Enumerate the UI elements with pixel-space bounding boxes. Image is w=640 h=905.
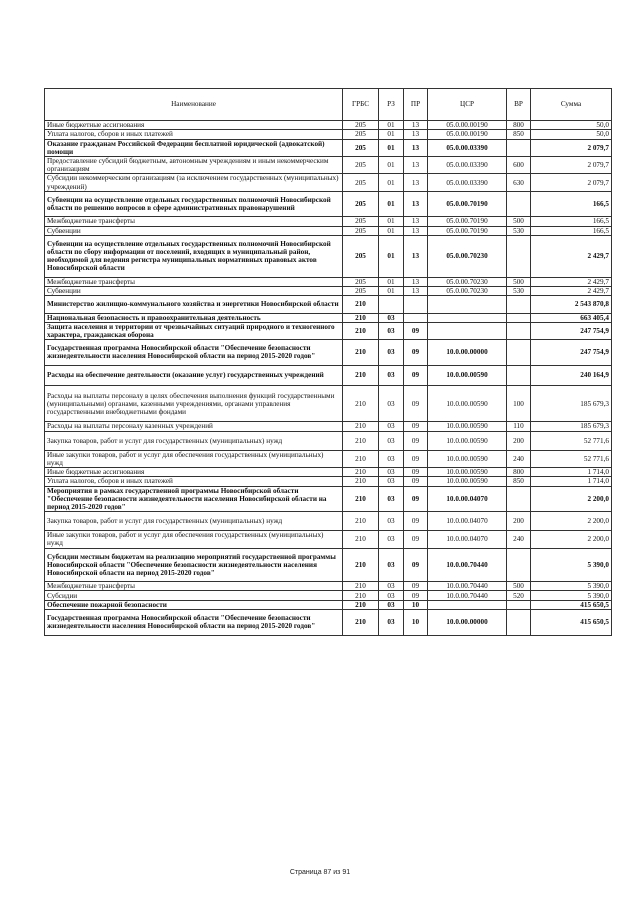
cell-sum: 240 164,9 [531, 365, 612, 386]
cell-grbs: 210 [343, 431, 379, 450]
cell-csr: 05.0.00.70230 [428, 286, 507, 295]
cell-rz: 03 [379, 322, 404, 339]
cell-sum: 52 771,6 [531, 450, 612, 467]
cell-rz: 01 [379, 121, 404, 130]
cell-name: Субвенции на осуществление отдельных государственных полномочий Новосибирской области по сбору информации от поселений, входящих в муниципальный район, необходимой для ведения регистра муниципальных нормативных правовых актов Новосибирской области [45, 235, 343, 277]
cell-name: Иные закупки товаров, работ и услуг для обеспечения государственных (муниципальных) нужд [45, 531, 343, 548]
cell-grbs: 210 [343, 422, 379, 431]
cell-pr: 13 [404, 217, 428, 226]
cell-csr: 05.0.00.70190 [428, 226, 507, 235]
cell-grbs: 205 [343, 130, 379, 139]
cell-sum: 2 429,7 [531, 277, 612, 286]
cell-pr: 09 [404, 486, 428, 512]
cell-sum: 247 754,9 [531, 322, 612, 339]
cell-pr: 10 [404, 610, 428, 636]
cell-vr [507, 548, 531, 582]
cell-name: Уплата налогов, сборов и иных платежей [45, 130, 343, 139]
table-row [45, 313, 612, 322]
cell-rz: 01 [379, 139, 404, 156]
cell-pr [404, 313, 428, 322]
cell-csr: 05.0.00.03390 [428, 174, 507, 191]
cell-sum: 5 390,0 [531, 548, 612, 582]
cell-name: Мероприятия в рамках государственной программы Новосибирской области "Обеспечение безопасности жизнедеятельности населения Новосибирской области на период 2015-2020 годов" [45, 486, 343, 512]
table-row [45, 235, 612, 277]
cell-name: Уплата налогов, сборов и иных платежей [45, 477, 343, 486]
table-row [45, 531, 612, 548]
cell-vr [507, 313, 531, 322]
cell-pr: 09 [404, 531, 428, 548]
cell-rz: 03 [379, 582, 404, 591]
cell-csr: 05.0.00.70190 [428, 217, 507, 226]
cell-rz: 03 [379, 431, 404, 450]
cell-vr: 500 [507, 582, 531, 591]
cell-vr [507, 322, 531, 339]
cell-sum: 5 390,0 [531, 591, 612, 600]
cell-grbs: 210 [343, 486, 379, 512]
cell-pr: 09 [404, 386, 428, 422]
cell-csr: 10.0.00.04070 [428, 512, 507, 531]
cell-sum: 2 429,7 [531, 235, 612, 277]
cell-sum: 50,0 [531, 121, 612, 130]
cell-sum: 2 429,7 [531, 286, 612, 295]
cell-grbs: 210 [343, 600, 379, 609]
cell-vr: 240 [507, 531, 531, 548]
cell-pr: 13 [404, 156, 428, 173]
cell-sum: 247 754,9 [531, 340, 612, 366]
page-number: Страница 87 из 91 [289, 869, 351, 876]
cell-name: Субвенции на осуществление отдельных государственных полномочий Новосибирской области по решению вопросов в сфере административных правонарушений [45, 191, 343, 217]
cell-pr: 09 [404, 591, 428, 600]
cell-grbs: 205 [343, 156, 379, 173]
table-row [45, 156, 612, 173]
cell-name: Иные бюджетные ассигнования [45, 121, 343, 130]
header-pr: ПР [404, 89, 428, 121]
cell-pr: 09 [404, 512, 428, 531]
cell-rz: 03 [379, 548, 404, 582]
cell-pr: 13 [404, 286, 428, 295]
cell-vr: 200 [507, 431, 531, 450]
cell-grbs: 210 [343, 477, 379, 486]
cell-rz: 03 [379, 468, 404, 477]
cell-pr: 09 [404, 365, 428, 386]
cell-csr: 05.0.00.70230 [428, 235, 507, 277]
cell-csr [428, 600, 507, 609]
header-grbs: ГРБС [343, 89, 379, 121]
cell-name: Иные закупки товаров, работ и услуг для обеспечения государственных (муниципальных) нужд [45, 450, 343, 467]
table-row [45, 340, 612, 366]
cell-sum: 5 390,0 [531, 582, 612, 591]
table-row [45, 450, 612, 467]
table-row [45, 548, 612, 582]
cell-csr: 05.0.00.03390 [428, 139, 507, 156]
table-row [45, 512, 612, 531]
cell-name: Защита населения и территории от чрезвычайных ситуаций природного и техногенного характера, гражданская оборона [45, 322, 343, 339]
cell-pr: 09 [404, 340, 428, 366]
cell-rz: 01 [379, 217, 404, 226]
cell-csr: 10.0.00.00590 [428, 468, 507, 477]
cell-name: Закупка товаров, работ и услуг для государственных (муниципальных) нужд [45, 431, 343, 450]
cell-grbs: 210 [343, 340, 379, 366]
cell-vr [507, 191, 531, 217]
cell-vr: 200 [507, 512, 531, 531]
cell-grbs: 205 [343, 139, 379, 156]
cell-pr: 09 [404, 322, 428, 339]
cell-vr [507, 340, 531, 366]
cell-vr: 630 [507, 174, 531, 191]
cell-name: Расходы на выплаты персоналу казенных учреждений [45, 422, 343, 431]
cell-csr: 10.0.00.00590 [428, 365, 507, 386]
cell-rz: 03 [379, 386, 404, 422]
cell-rz: 03 [379, 600, 404, 609]
cell-vr: 800 [507, 121, 531, 130]
cell-rz: 01 [379, 130, 404, 139]
cell-pr: 13 [404, 235, 428, 277]
cell-rz: 01 [379, 191, 404, 217]
cell-sum: 2 079,7 [531, 139, 612, 156]
cell-sum: 415 650,5 [531, 610, 612, 636]
cell-grbs: 210 [343, 582, 379, 591]
cell-rz: 03 [379, 450, 404, 467]
cell-rz: 01 [379, 277, 404, 286]
cell-vr [507, 139, 531, 156]
cell-csr: 10.0.00.00590 [428, 386, 507, 422]
cell-grbs: 205 [343, 286, 379, 295]
cell-grbs: 205 [343, 217, 379, 226]
cell-name: Обеспечение пожарной безопасности [45, 600, 343, 609]
cell-name: Субвенции [45, 226, 343, 235]
cell-pr: 13 [404, 226, 428, 235]
cell-vr [507, 235, 531, 277]
cell-name: Межбюджетные трансферты [45, 217, 343, 226]
cell-pr: 09 [404, 548, 428, 582]
cell-vr [507, 296, 531, 313]
cell-vr: 100 [507, 386, 531, 422]
cell-sum: 2 079,7 [531, 174, 612, 191]
cell-sum: 185 679,3 [531, 386, 612, 422]
cell-csr: 10.0.00.04070 [428, 486, 507, 512]
table-row [45, 191, 612, 217]
cell-sum: 166,5 [531, 226, 612, 235]
cell-rz: 01 [379, 286, 404, 295]
table-row [45, 610, 612, 636]
cell-csr: 10.0.00.04070 [428, 531, 507, 548]
cell-rz: 01 [379, 235, 404, 277]
cell-name: Национальная безопасность и правоохранительная деятельность [45, 313, 343, 322]
cell-grbs: 210 [343, 531, 379, 548]
cell-grbs: 205 [343, 121, 379, 130]
cell-vr [507, 486, 531, 512]
table-row [45, 477, 612, 486]
cell-name: Субвенции [45, 286, 343, 295]
cell-rz: 01 [379, 226, 404, 235]
cell-vr [507, 365, 531, 386]
cell-vr: 530 [507, 286, 531, 295]
cell-grbs: 210 [343, 450, 379, 467]
cell-sum: 50,0 [531, 130, 612, 139]
cell-csr: 10.0.00.00590 [428, 431, 507, 450]
table-header-row [45, 89, 612, 121]
cell-grbs: 210 [343, 365, 379, 386]
header-csr: ЦСР [428, 89, 507, 121]
cell-name: Субсидии [45, 591, 343, 600]
cell-name: Межбюджетные трансферты [45, 277, 343, 286]
cell-rz [379, 296, 404, 313]
cell-vr: 500 [507, 217, 531, 226]
cell-name: Закупка товаров, работ и услуг для государственных (муниципальных) нужд [45, 512, 343, 531]
cell-vr: 500 [507, 277, 531, 286]
cell-pr: 09 [404, 582, 428, 591]
header-name: Наименование [45, 89, 343, 121]
header-rz: РЗ [379, 89, 404, 121]
cell-sum: 1 714,0 [531, 477, 612, 486]
table-row [45, 139, 612, 156]
cell-name: Иные бюджетные ассигнования [45, 468, 343, 477]
cell-rz: 03 [379, 422, 404, 431]
table-row [45, 422, 612, 431]
cell-vr: 240 [507, 450, 531, 467]
table-row [45, 286, 612, 295]
cell-name: Государственная программа Новосибирской области "Обеспечение безопасности жизнедеятельности населения Новосибирской области на период 2015-2020 годов" [45, 610, 343, 636]
cell-rz: 01 [379, 156, 404, 173]
cell-vr: 600 [507, 156, 531, 173]
cell-sum: 166,5 [531, 217, 612, 226]
table-row [45, 226, 612, 235]
cell-csr: 05.0.00.03390 [428, 156, 507, 173]
cell-name: Субсидии некоммерческим организациям (за исключением государственных (муниципальных) учреждений) [45, 174, 343, 191]
table-row [45, 296, 612, 313]
cell-csr: 10.0.00.70440 [428, 548, 507, 582]
table-row [45, 591, 612, 600]
cell-grbs: 210 [343, 322, 379, 339]
cell-pr: 13 [404, 191, 428, 217]
cell-name: Министерство жилищно-коммунального хозяйства и энергетики Новосибирской области [45, 296, 343, 313]
cell-pr: 09 [404, 431, 428, 450]
cell-rz: 03 [379, 512, 404, 531]
cell-grbs: 210 [343, 386, 379, 422]
cell-sum: 663 405,4 [531, 313, 612, 322]
cell-rz: 03 [379, 313, 404, 322]
table-row [45, 217, 612, 226]
table-row [45, 486, 612, 512]
table-row [45, 121, 612, 130]
cell-pr: 09 [404, 422, 428, 431]
cell-grbs: 210 [343, 313, 379, 322]
cell-rz: 03 [379, 365, 404, 386]
cell-sum: 2 200,0 [531, 512, 612, 531]
cell-csr [428, 322, 507, 339]
cell-sum: 2 543 870,8 [531, 296, 612, 313]
cell-vr [507, 600, 531, 609]
cell-csr: 10.0.00.00000 [428, 340, 507, 366]
cell-pr: 10 [404, 600, 428, 609]
cell-sum: 1 714,0 [531, 468, 612, 477]
cell-grbs: 205 [343, 277, 379, 286]
table-row [45, 277, 612, 286]
cell-pr: 09 [404, 450, 428, 467]
cell-rz: 03 [379, 591, 404, 600]
cell-vr: 520 [507, 591, 531, 600]
cell-pr: 13 [404, 139, 428, 156]
table-row [45, 600, 612, 609]
cell-name: Межбюджетные трансферты [45, 582, 343, 591]
table-body [45, 121, 612, 636]
cell-pr: 13 [404, 277, 428, 286]
cell-grbs: 205 [343, 174, 379, 191]
cell-vr: 110 [507, 422, 531, 431]
table-row [45, 468, 612, 477]
cell-sum: 2 200,0 [531, 486, 612, 512]
cell-name: Предоставление субсидий бюджетным, автономным учреждениям и иным некоммерческим организациям [45, 156, 343, 173]
cell-pr: 13 [404, 130, 428, 139]
cell-pr [404, 296, 428, 313]
cell-pr: 13 [404, 174, 428, 191]
cell-name: Государственная программа Новосибирской области "Обеспечение безопасности жизнедеятельности населения Новосибирской области на период 2015-2020 годов" [45, 340, 343, 366]
cell-sum: 2 079,7 [531, 156, 612, 173]
cell-grbs: 205 [343, 191, 379, 217]
cell-grbs: 210 [343, 468, 379, 477]
cell-vr [507, 610, 531, 636]
cell-csr: 10.0.00.70440 [428, 582, 507, 591]
table-row [45, 130, 612, 139]
cell-sum: 2 200,0 [531, 531, 612, 548]
cell-csr [428, 313, 507, 322]
cell-grbs: 210 [343, 548, 379, 582]
table-row [45, 322, 612, 339]
table-row [45, 365, 612, 386]
cell-csr: 05.0.00.00190 [428, 130, 507, 139]
table-row [45, 174, 612, 191]
cell-vr: 850 [507, 477, 531, 486]
cell-csr [428, 296, 507, 313]
cell-grbs: 210 [343, 610, 379, 636]
cell-grbs: 210 [343, 512, 379, 531]
cell-pr: 09 [404, 468, 428, 477]
cell-grbs: 205 [343, 226, 379, 235]
cell-vr: 530 [507, 226, 531, 235]
cell-rz: 03 [379, 531, 404, 548]
cell-csr: 05.0.00.70190 [428, 191, 507, 217]
cell-rz: 03 [379, 477, 404, 486]
cell-sum: 166,5 [531, 191, 612, 217]
cell-csr: 10.0.00.70440 [428, 591, 507, 600]
header-vr: ВР [507, 89, 531, 121]
budget-table [44, 88, 612, 636]
cell-grbs: 205 [343, 235, 379, 277]
cell-csr: 10.0.00.00590 [428, 450, 507, 467]
header-sum: Сумма [531, 89, 612, 121]
table-row [45, 386, 612, 422]
table-row [45, 582, 612, 591]
cell-name: Расходы на обеспечение деятельности (оказание услуг) государственных учреждений [45, 365, 343, 386]
table-row [45, 431, 612, 450]
cell-rz: 03 [379, 486, 404, 512]
cell-csr: 05.0.00.00190 [428, 121, 507, 130]
cell-sum: 185 679,3 [531, 422, 612, 431]
cell-csr: 10.0.00.00590 [428, 422, 507, 431]
cell-csr: 10.0.00.00590 [428, 477, 507, 486]
cell-vr: 850 [507, 130, 531, 139]
cell-name: Субсидии местным бюджетам на реализацию мероприятий государственной программы Новосибирской области "Обеспечение безопасности жизнедеятельности населения Новосибирской области на период 2015-2020 годов" [45, 548, 343, 582]
cell-rz: 03 [379, 610, 404, 636]
cell-sum: 415 650,5 [531, 600, 612, 609]
cell-rz: 03 [379, 340, 404, 366]
cell-pr: 09 [404, 477, 428, 486]
cell-sum: 52 771,6 [531, 431, 612, 450]
cell-csr: 10.0.00.00000 [428, 610, 507, 636]
cell-grbs: 210 [343, 591, 379, 600]
cell-name: Оказание гражданам Российской Федерации бесплатной юридической (адвокатской) помощи [45, 139, 343, 156]
cell-vr: 800 [507, 468, 531, 477]
cell-name: Расходы на выплаты персоналу в целях обеспечения выполнения функций государственными (муниципальными) органами, казенными учреждениями, органами управления государственными внебюджетными фондами [45, 386, 343, 422]
cell-csr: 05.0.00.70230 [428, 277, 507, 286]
cell-pr: 13 [404, 121, 428, 130]
cell-rz: 01 [379, 174, 404, 191]
cell-grbs: 210 [343, 296, 379, 313]
